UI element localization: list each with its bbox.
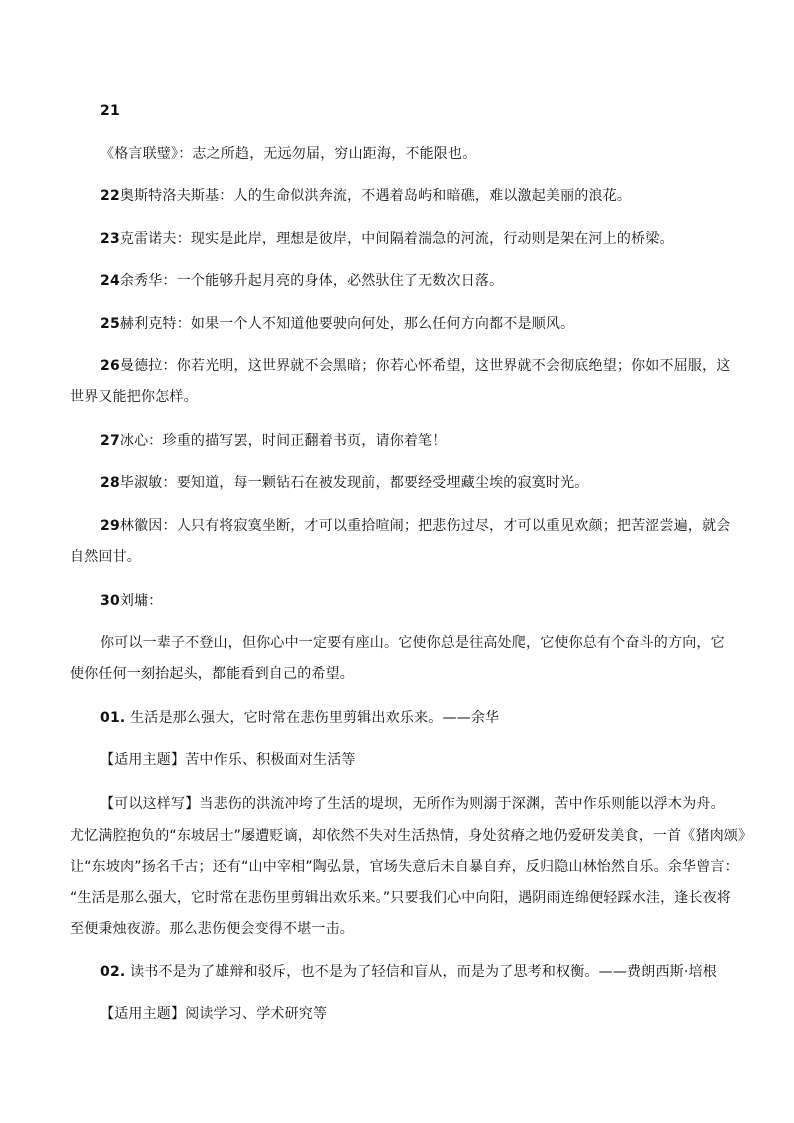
saying-number: 02.	[100, 964, 126, 980]
quote-number: 26	[100, 358, 120, 374]
quote-22	[100, 187, 631, 205]
saying-01-write-line-5: 至便秉烛夜游。那么悲伤便会变得不堪一击。	[70, 921, 354, 937]
quote-30-author	[100, 592, 163, 610]
quote-number: 30	[100, 593, 120, 609]
write-label: 【可以这样写】	[100, 796, 200, 812]
saying-02-theme	[100, 1005, 327, 1023]
quote-23	[100, 230, 674, 248]
theme-label: 【适用主题】	[100, 752, 186, 768]
saying-number: 01.	[100, 710, 126, 726]
saying-01-theme	[100, 751, 356, 769]
quote-text: 毕淑敏：要知道，每一颗钻石在被发现前，都要经受埋藏尘埃的寂寞时光。	[119, 475, 589, 491]
quote-text: 赫利克特：如果一个人不知道他要驶向何处，那么任何方向都不是顺风。	[119, 316, 575, 332]
quote-26-line-2: 世界又能把你怎样。	[70, 389, 198, 405]
quote-text: 余秀华：一个能够升起月亮的身体，必然驮住了无数次日落。	[119, 273, 504, 289]
theme-label: 【适用主题】	[100, 1006, 186, 1022]
quote-21: 《格言联璧》：志之所趋，无远勿届，穷山距海，不能限也。	[100, 146, 477, 162]
saying-02	[100, 963, 717, 981]
quote-29-line-2: 自然回甘。	[70, 549, 141, 565]
quote-30-line-1: 你可以一辈子不登山，但你心中一定要有座山。它使你总是往高处爬，它使你总有个奋斗的方向，它	[100, 635, 725, 651]
quote-number: 28	[100, 475, 120, 491]
quote-number: 27	[100, 433, 120, 449]
quote-author: 刘墉：	[119, 593, 163, 609]
quote-number: 24	[100, 273, 120, 289]
quote-number: 23	[100, 231, 120, 247]
quote-text: 奥斯特洛夫斯基：人的生命似洪奔流，不遇着岛屿和暗礁，难以激起美丽的浪花。	[119, 188, 632, 204]
quote-text: 曼德拉：你若光明，这世界就不会黑暗；你若心怀希望，这世界就不会彻底绝望；你如不屈服，这	[119, 358, 731, 374]
quote-number: 22	[100, 188, 120, 204]
write-text: 当悲伤的洪流冲垮了生活的堤坝，无所作为则溺于深渊，苦中作乐则能以浮木为舟。	[199, 796, 725, 812]
quote-27	[100, 432, 447, 450]
saying-01	[100, 709, 499, 727]
theme-text: 阅读学习、学术研究等	[185, 1006, 328, 1022]
section-number: 21	[100, 103, 120, 119]
quote-25	[100, 315, 574, 333]
saying-text: 生活是那么强大，它时常在悲伤里剪辑出欢乐来。——余华	[130, 710, 500, 726]
quote-text: 林徽因：人只有将寂寞坐断，才可以重拾喧闹；把悲伤过尽，才可以重见欢颜；把苦涩尝遍，就会	[119, 518, 731, 534]
saying-01-write-line-2: 尤忆满腔抱负的“东坡居士”屡遭贬谪，却依然不失对生活热情，身处贫瘠之地仍爱研发美食，一首《猪肉颂》	[70, 828, 753, 844]
quote-29-line-1	[100, 517, 731, 535]
quote-28	[100, 474, 589, 492]
saying-text: 读书不是为了雄辩和驳斥，也不是为了轻信和盲从，而是为了思考和权衡。——费朗西斯·培根	[130, 964, 717, 980]
quote-24	[100, 272, 503, 290]
quote-number: 25	[100, 316, 120, 332]
quote-26-line-1	[100, 357, 731, 375]
saying-01-write-line-1	[100, 795, 725, 813]
quote-number: 29	[100, 518, 120, 534]
quote-text: 克雷诺夫：现实是此岸，理想是彼岸，中间隔着湍急的河流，行动则是架在河上的桥梁。	[119, 231, 674, 247]
saying-01-write-line-4: “生活是那么强大，它时常在悲伤里剪辑出欢乐来。”只要我们心中向阳，遇阴雨连绵便轻踩水洼，逢长夜将	[70, 890, 732, 906]
saying-01-write-line-3: 让“东坡肉”扬名千古；还有“山中宰相”陶弘景，官场失意后未自暴自弃，反归隐山林怡然自乐。余华曾言：	[70, 859, 739, 875]
quote-text: 冰心：珍重的描写罢，时间正翻着书页，请你着笔！	[119, 433, 447, 449]
quote-30-line-2: 使你任何一刻抬起头，都能看到自己的希望。	[70, 666, 354, 682]
theme-text: 苦中作乐、积极面对生活等	[185, 752, 356, 768]
